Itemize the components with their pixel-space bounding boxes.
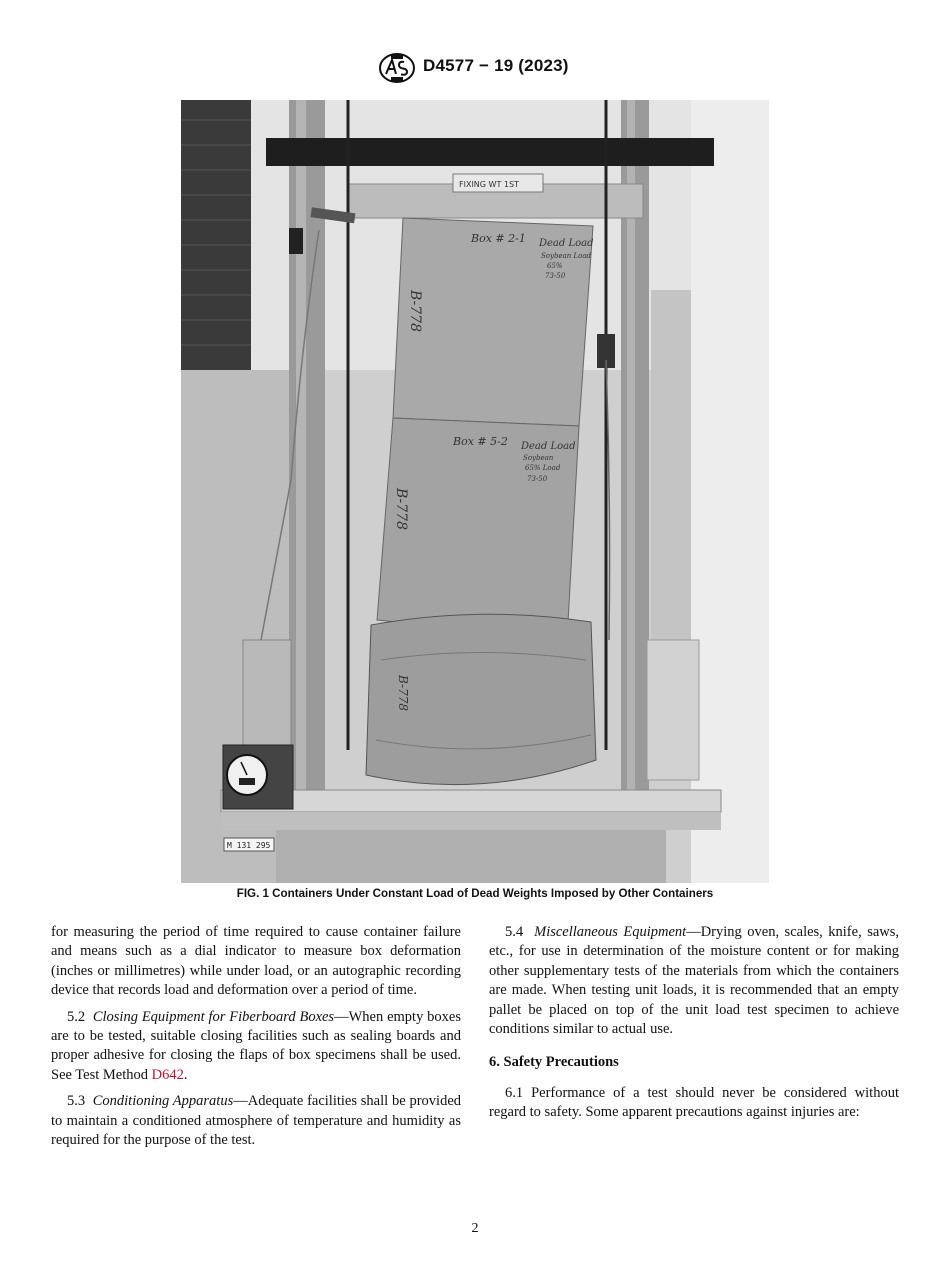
box2-note3-label: 65% Load xyxy=(525,464,561,472)
paragraph-5-1-continued: for measuring the period of time required to cause container failure and means such as a dial indicator to measure box deformation (inches or millimetres) while under load, or an autographic recording device that records load and deformation over a period of time. xyxy=(51,924,461,999)
box2-side-label: B-778 xyxy=(393,488,409,530)
paragraph-6-1: 6.1 Performance of a test should never be considered without regard to safety. Some apparent precautions against injuries are: xyxy=(489,1084,899,1121)
paragraph-text: —When empty boxes are to be tested, suitable closing facilities such as sealing boards and proper adhesive for closing the flaps of box specimens shall be used. See Test Method xyxy=(51,1008,462,1083)
top-plate-label: FIXING WT 1ST xyxy=(459,180,519,189)
paragraph-text: —Drying oven, scales, knife, saws, etc., for use in determination of the moisture content or for making other supplementary tests of the materials from which the containers are made. When testing unit loads, it is recommended that an empty pallet be placed on top of the unit load test specimen to achieve conditions similar to actual use. xyxy=(489,924,900,1038)
astm-logo-icon xyxy=(378,52,416,84)
paragraph-title: Conditioning Apparatus xyxy=(92,1093,234,1110)
designation-title: D4577 − 19 (2023) xyxy=(423,56,569,75)
box2-note-label: Dead Load xyxy=(521,441,576,452)
box1-note-label: Dead Load xyxy=(539,238,594,249)
d642-link[interactable]: D642 xyxy=(151,1066,184,1083)
paragraph-end: . xyxy=(183,1066,188,1083)
box2-id-label: Box # 5-2 xyxy=(453,435,508,448)
section-heading-safety: 6. Safety Precautions xyxy=(489,1054,619,1071)
left-column xyxy=(51,923,461,1157)
page-number: 2 xyxy=(471,1221,479,1236)
box1-note4-label: 73-50 xyxy=(545,272,566,280)
paragraph-title: Closing Equipment for Fiberboard Boxes xyxy=(92,1008,335,1025)
paragraph-5-2 xyxy=(51,1008,461,1086)
box2-note4-label: 73-50 xyxy=(527,475,548,483)
section-number: 5.4 xyxy=(505,924,524,940)
box3-side-label: B-778 xyxy=(396,675,410,711)
right-column xyxy=(489,923,899,1130)
figure-caption: FIG. 1 Containers Under Constant Load of Dead Weights Imposed by Other Containers xyxy=(236,887,714,900)
box1-note2-label: Soybean Load xyxy=(541,252,592,260)
figure-photo xyxy=(181,100,769,883)
paragraph-5-3 xyxy=(51,1092,461,1150)
section-number: 5.3 xyxy=(67,1093,86,1110)
paragraph-5-4 xyxy=(489,923,899,1039)
box2-note2-label: Soybean xyxy=(523,454,554,462)
paragraph-text: —Adequate facilities shall be provided to maintain a conditioned atmosphere of temperature and humidity as required for the purpose of the test. xyxy=(51,1093,461,1149)
test-apparatus-photo xyxy=(181,100,769,883)
box1-side-label: B-778 xyxy=(407,290,423,332)
photo-number-label: M 131 295 xyxy=(227,841,271,850)
page-header xyxy=(0,52,950,86)
section-number: 5.2 xyxy=(67,1008,86,1025)
box1-note3-label: 65% xyxy=(547,262,563,270)
paragraph-title: Miscellaneous Equipment xyxy=(534,924,687,940)
box1-id-label: Box # 2-1 xyxy=(471,232,526,245)
